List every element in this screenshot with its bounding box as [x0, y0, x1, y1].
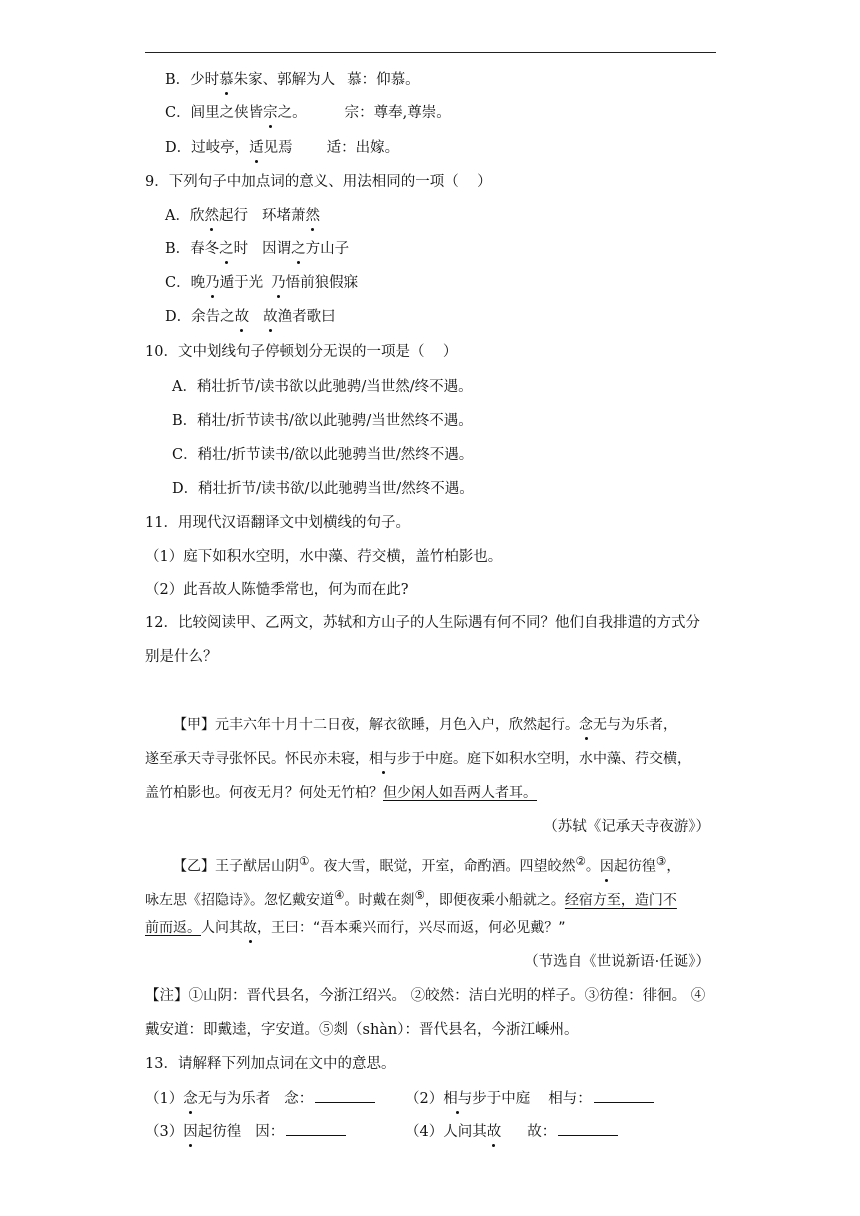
- q9-option-c: C．晚乃遁于光 乃悟前狼假寐: [165, 275, 359, 291]
- notes-line2: 戴安道：即戴逵，字安道。⑤剡（shàn）：晋代县名，今浙江嵊州。: [145, 1022, 579, 1038]
- q12-stem-line1: 12．比较阅读甲、乙两文，苏轼和方山子的人生际遇有何不同？他们自我排遣的方式分: [145, 615, 700, 631]
- passage-yi-line2: 咏左思《招隐诗》。忽忆戴安道④。时戴在剡⑤，即便夜乘小船就之。经宿方至，造门不: [145, 888, 677, 909]
- q9-option-b: B．春冬之时 因谓之方山子: [165, 241, 350, 257]
- passage-jia-line1: 【甲】元丰六年十月十二日夜，解衣欲睡，月色入户，欣然起行。念无与为乐者，: [173, 717, 677, 733]
- q8-option-c: C．闾里之侠皆宗之。 宗：尊奉,尊崇。: [165, 105, 451, 121]
- passage-jia-line2: 遂至承天寺寻张怀民。怀民亦未寝，相与步于中庭。庭下如积水空明，水中藻、荇交横，: [145, 751, 691, 767]
- answer-blank-2[interactable]: [594, 1088, 654, 1103]
- passage-jia-line3: 盖竹柏影也。何夜无月？何处无竹柏？但少闲人如吾两人者耳。: [145, 785, 537, 801]
- notes-line1: 【注】①山阴：晋代县名，今浙江绍兴。 ②皎然：洁白光明的样子。③彷徨：徘徊。 ④: [145, 988, 706, 1004]
- q11-sentence-2: （2）此吾故人陈慥季常也，何为而在此?: [145, 582, 409, 598]
- q10-stem: 10．文中划线句子停顿划分无误的一项是（ ）: [145, 344, 458, 360]
- q10-option-c: C．稍壮/折节读书/欲以此驰骋当世/然终不遇。: [172, 447, 474, 463]
- q13-item-4: （4）人问其故 故：: [405, 1121, 618, 1142]
- q13-stem: 13．请解释下列加点词在文中的意思。: [145, 1056, 396, 1072]
- q9-option-d: D．余告之故 故渔者歌曰: [165, 309, 336, 325]
- q8-option-d: D．过岐亭，适见焉 适：出嫁。: [165, 140, 400, 156]
- answer-blank-3[interactable]: [286, 1121, 346, 1136]
- q10-option-b: B．稍壮/折节读书/欲以此驰骋/当世然终不遇。: [172, 413, 473, 429]
- q13-item-1: （1）念无与为乐者 念：: [145, 1088, 375, 1109]
- header-rule: [145, 52, 716, 53]
- q13-item-3: （3）因起彷徨 因：: [145, 1121, 346, 1142]
- answer-blank-1[interactable]: [315, 1088, 375, 1103]
- q8-option-b: B．少时慕朱家、郭解为人 慕：仰慕。: [165, 72, 420, 88]
- q13-item-2: （2）相与步于中庭 相与：: [405, 1088, 654, 1109]
- passage-yi-line3: 前而返。人问其故，王曰：“吾本乘兴而行，兴尽而返，何必见戴？”: [145, 920, 566, 936]
- q9-stem: 9．下列句子中加点词的意义、用法相同的一项（ ）: [145, 174, 492, 190]
- answer-blank-4[interactable]: [558, 1121, 618, 1136]
- q9-option-a: A．欣然起行 环堵萧然: [165, 208, 320, 224]
- passage-yi-source: （节选自《世说新语·任诞》）: [524, 954, 710, 970]
- q11-stem: 11．用现代汉语翻译文中划横线的句子。: [145, 515, 410, 531]
- passage-yi-line1: 【乙】王子猷居山阴①。夜大雪，眠觉，开室，命酌酒。四望皎然②。因起彷徨③，: [173, 854, 681, 875]
- q10-option-a: A．稍壮折节/读书欲以此驰骋/当世然/终不遇。: [172, 379, 473, 395]
- q10-option-d: D．稍壮折节/读书欲/以此驰骋当世/然终不遇。: [172, 481, 474, 497]
- q12-stem-line2: 别是什么？: [145, 649, 218, 665]
- q11-sentence-1: （1）庭下如积水空明，水中藻、荇交横，盖竹柏影也。: [145, 549, 503, 565]
- passage-jia-source: （苏轼《记承天寺夜游》）: [543, 819, 710, 835]
